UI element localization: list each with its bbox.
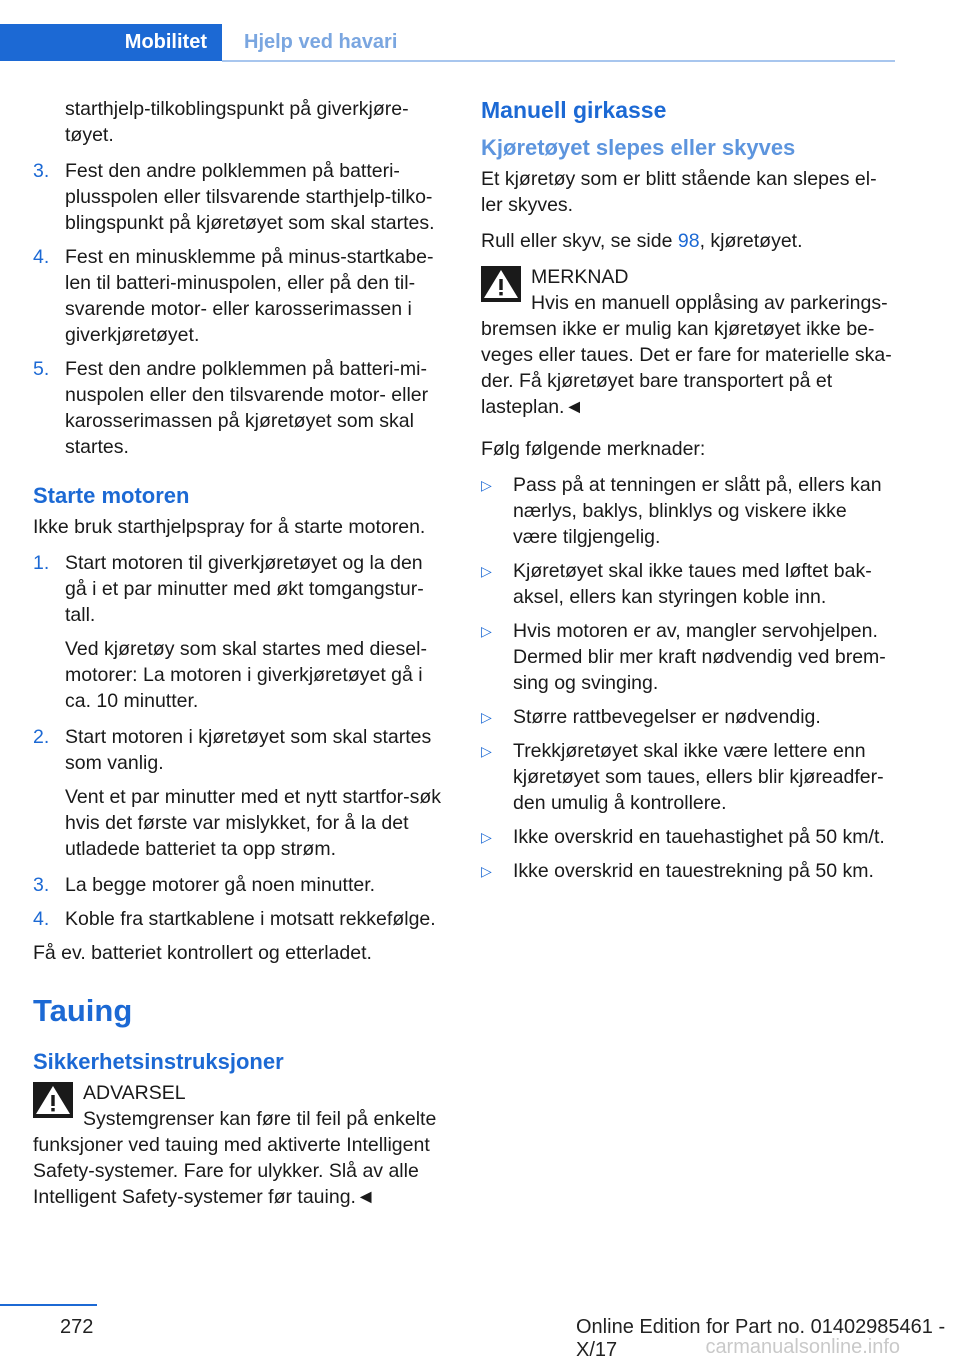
warning-title: ADVARSEL	[83, 1082, 186, 1104]
heading-kjoretoyet-slepes: Kjøretøyet slepes eller skyves	[481, 135, 796, 160]
continued-text: starthjelp-tilkoblingspunkt på giverkjøre-tøyet.	[65, 98, 409, 146]
start-steps-list-3	[33, 872, 448, 932]
step-number: 2.	[33, 726, 50, 748]
list-item	[33, 872, 448, 898]
bullet-icon: ▷	[481, 623, 492, 639]
warning-triangle-icon	[481, 266, 521, 302]
step-number: 4.	[33, 908, 50, 930]
note-text: Hvis en manuell opplåsing av parkerings-bremsen ikke er mulig kan kjøretøyet ikke be-veges eller taues. Det er fare for materielle ska-der. Få kjøretøyet bare transportert på et lasteplan.◄	[481, 292, 892, 418]
page-link[interactable]: 98	[677, 230, 700, 252]
step-continuation: Vent et par minutter med et nytt startfor-søk hvis det første var mislykket, for å la det utladede batteriet ta opp strøm.	[65, 786, 442, 860]
step-text: Fest den andre polklemmen på batteri-plusspolen eller tilsvarende starthjelp-tilko-blingspunkt på kjøretøyet som skal startes.	[65, 160, 435, 234]
bullet-icon: ▷	[481, 563, 492, 579]
watermark: carmanualsonline.info	[705, 1336, 900, 1358]
warning-text: Systemgrenser kan føre til feil på enkelte funksjoner ved tauing med aktiverte Intelligent Safety-systemer. Fare for ulykker. Slå av alle Intelligent Safety-systemer før tauing.◄	[33, 1108, 437, 1208]
list-item	[481, 558, 896, 610]
bullet-text: Hvis motoren er av, mangler servohjelpen. Dermed blir mer kraft nødvendig ved brem-sing og svinging.	[513, 620, 886, 694]
bullet-text: Pass på at tenningen er slått på, ellers kan nærlys, baklys, blinklys og viskere ikke være tilgjengelig.	[513, 474, 882, 548]
towing-notes-list	[481, 472, 896, 884]
step-text: Fest en minusklemme på minus-startkabe-len til batteri-minuspolen, eller på den til-svarende motor- eller karosserimassen i giverkjøretøyet.	[65, 246, 434, 346]
start-steps-list	[33, 550, 448, 628]
heading-tauing: Tauing	[33, 993, 133, 1028]
bullet-text: Ikke overskrid en tauestrekning på 50 km.	[513, 860, 874, 882]
warning-block	[33, 1080, 448, 1210]
roll-text	[481, 228, 896, 254]
towed-text: Et kjøretøy som er blitt stående kan slepes el-ler skyves.	[481, 168, 877, 216]
note-title: MERKNAD	[531, 266, 629, 288]
bullet-icon: ▷	[481, 709, 492, 725]
jump-start-steps-list	[33, 158, 448, 460]
heading-sikkerhetsinstruksjoner: Sikkerhetsinstruksjoner	[33, 1049, 284, 1074]
bullet-icon: ▷	[481, 863, 492, 879]
roll-prefix: Rull eller skyv, se side	[481, 230, 678, 252]
after-text: Få ev. batteriet kontrollert og etterladet.	[33, 942, 372, 964]
page-number-rule	[0, 1304, 97, 1306]
start-intro: Ikke bruk starthjelpspray for å starte motoren.	[33, 516, 426, 538]
bullet-icon: ▷	[481, 743, 492, 759]
list-item	[33, 906, 448, 932]
bullet-text: Trekkjøretøyet skal ikke være lettere enn kjøretøyet som taues, ellers blir kjøreadfer-den umulig å kontrollere.	[513, 740, 884, 814]
roll-suffix: , kjøretøyet.	[699, 230, 803, 252]
bullet-icon: ▷	[481, 829, 492, 845]
warning-triangle-icon	[33, 1082, 73, 1118]
tab-hjelp-ved-havari: Hjelp ved havari	[244, 31, 398, 53]
page-number: 272	[60, 1316, 94, 1338]
edition-note: Online Edition for Part no. 01402985461 - X/17	[576, 1316, 946, 1361]
left-column	[33, 96, 448, 1220]
step-text: La begge motorer gå noen minutter.	[65, 874, 376, 896]
tab-mobilitet: Mobilitet	[0, 24, 222, 61]
list-item	[481, 824, 896, 850]
step-number: 4.	[33, 246, 50, 268]
bullet-text: Kjøretøyet skal ikke taues med løftet bak-aksel, ellers kan styringen koble inn.	[513, 560, 872, 608]
list-item	[33, 550, 448, 628]
header-rule	[222, 60, 895, 62]
heading-manuell-girkasse: Manuell girkasse	[481, 97, 667, 123]
follow-text: Følg følgende merknader:	[481, 438, 706, 460]
list-item	[33, 158, 448, 236]
list-item	[33, 724, 448, 776]
note-block	[481, 264, 896, 420]
list-item	[33, 244, 448, 348]
list-item	[481, 618, 896, 696]
step-text: Start motoren i kjøretøyet som skal startes som vanlig.	[65, 726, 432, 774]
step-number: 1.	[33, 552, 50, 574]
list-item	[481, 858, 896, 884]
list-item	[481, 704, 896, 730]
right-column	[481, 96, 896, 892]
step-text: Koble fra startkablene i motsatt rekkefølge.	[65, 908, 436, 930]
page-header	[0, 0, 895, 62]
bullet-text: Større rattbevegelser er nødvendig.	[513, 706, 821, 728]
step-number: 3.	[33, 160, 50, 182]
step-continuation: Ved kjøretøy som skal startes med diesel-motorer: La motoren i giverkjøretøyet gå i ca. 10 minutter.	[65, 638, 427, 712]
step-number: 5.	[33, 358, 50, 380]
bullet-text: Ikke overskrid en tauehastighet på 50 km/t.	[513, 826, 885, 848]
list-item	[33, 356, 448, 460]
list-item	[481, 472, 896, 550]
step-text: Start motoren til giverkjøretøyet og la den gå i et par minutter med økt tomgangstur-tall.	[65, 552, 424, 626]
heading-starte-motoren: Starte motoren	[33, 483, 190, 508]
list-item	[481, 738, 896, 816]
step-text: Fest den andre polklemmen på batteri-mi-nuspolen eller den tilsvarende motor- eller karosserimassen på kjøretøyet som skal startes.	[65, 358, 429, 458]
bullet-icon: ▷	[481, 477, 492, 493]
start-steps-list-2	[33, 724, 448, 776]
step-number: 3.	[33, 874, 50, 896]
